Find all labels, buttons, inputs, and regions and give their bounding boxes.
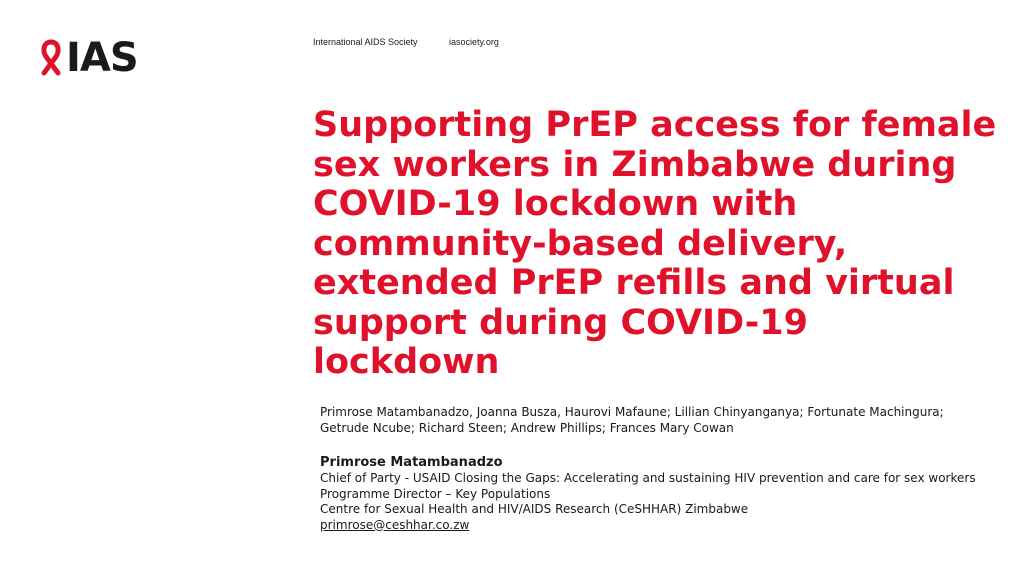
website-link[interactable]: iasociety.org — [449, 37, 499, 47]
logo-text: IAS — [66, 35, 138, 81]
org-name: International AIDS Society — [313, 37, 418, 47]
header-bar — [313, 37, 499, 47]
aids-ribbon-icon — [38, 39, 64, 77]
presenter-role-1: Chief of Party - USAID Closing the Gaps: Accelerating and sustaining HIV prevention and care for sex workers — [320, 471, 976, 485]
author-list: Primrose Matambanadzo, Joanna Busza, Haurovi Mafaune; Lillian Chinyanganya; Fortunate Machingura; Getrude Ncube; Richard Steen; Andrew Phillips; Frances Mary Cowan — [320, 405, 944, 435]
presenter-organization: Centre for Sexual Health and HIV/AIDS Research (CeSHHAR) Zimbabwe — [320, 502, 749, 516]
presenter-role-2: Programme Director – Key Populations — [320, 486, 551, 501]
presenter-block — [320, 455, 990, 533]
ias-logo — [38, 36, 138, 80]
presenter-email-link[interactable]: primrose@ceshhar.co.zw — [320, 517, 470, 532]
presenter-name: Primrose Matambanadzo — [320, 455, 503, 470]
presentation-title: Supporting PrEP access for female sex workers in Zimbabwe during COVID-19 lockdown with community-based delivery, extended PrEP refills and virtual support during COVID-19 lockdown — [313, 105, 997, 382]
